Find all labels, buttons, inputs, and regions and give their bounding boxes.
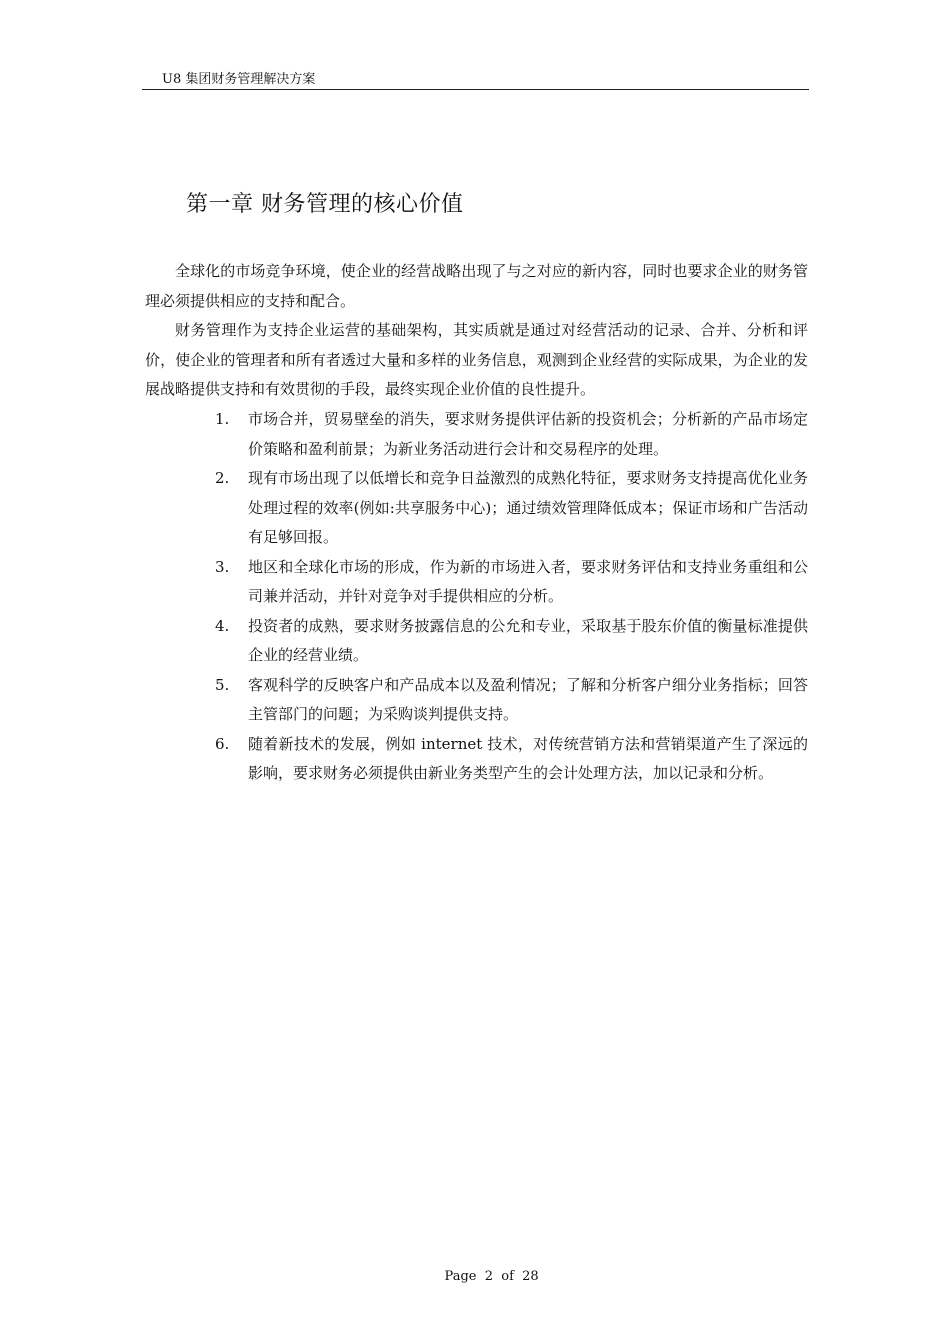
page-number: Page 2 of 28 — [444, 1269, 539, 1284]
list-item — [215, 612, 808, 671]
list-item-number: 2. — [215, 469, 230, 487]
list-item-number: 1. — [215, 410, 230, 428]
list-item — [215, 464, 808, 553]
list-item-text: 市场合并，贸易壁垒的消失，要求财务提供评估新的投资机会；分析新的产品市场定价策略和盈利前景；为新业务活动进行会计和交易程序的处理。 — [248, 410, 808, 458]
list-item-text: 随着新技术的发展，例如 internet 技术，对传统营销方法和营销渠道产生了深远的影响，要求财务必须提供由新业务类型产生的会计处理方法，加以记录和分析。 — [248, 734, 808, 782]
list-item — [215, 730, 808, 789]
list-item-text: 现有市场出现了以低增长和竞争日益激烈的成熟化特征，要求财务支持提高优化业务处理过程的效率(例如:共享服务中心)；通过绩效管理降低成本；保证市场和广告活动有足够回报。 — [248, 469, 808, 546]
list-item-text: 地区和全球化市场的形成，作为新的市场进入者，要求财务评估和支持业务重组和公司兼并活动，并针对竞争对手提供相应的分析。 — [248, 557, 808, 605]
list-item-text: 投资者的成熟，要求财务披露信息的公允和专业，采取基于股东价值的衡量标准提供企业的经营业绩。 — [248, 616, 808, 664]
header-title: U8 集团财务管理解决方案 — [162, 72, 316, 87]
list-item — [215, 671, 808, 730]
list-item — [215, 553, 808, 612]
list-item-text: 客观科学的反映客户和产品成本以及盈利情况；了解和分析客户细分业务指标；回答主管部门的问题；为采购谈判提供支持。 — [248, 675, 808, 723]
body-paragraph-2: 财务管理作为支持企业运营的基础架构，其实质就是通过对经营活动的记录、合并、分析和评价，使企业的管理者和所有者透过大量和多样的业务信息，观测到企业经营的实际成果，为企业的发展战略提供支持和有效贯彻的手段，最终实现企业价值的良性提升。 — [145, 321, 808, 398]
numbered-list — [215, 405, 808, 789]
chapter-title: 第一章 财务管理的核心价值 — [186, 192, 464, 217]
body-paragraph-1: 全球化的市场竞争环境，使企业的经营战略出现了与之对应的新内容，同时也要求企业的财务管理必须提供相应的支持和配合。 — [145, 262, 808, 310]
list-item-number: 5. — [215, 675, 230, 694]
page-footer — [0, 1250, 950, 1286]
list-item-number: 3. — [215, 557, 230, 576]
list-item — [215, 405, 808, 464]
list-item-number: 4. — [215, 616, 230, 635]
page-header — [142, 72, 809, 90]
list-item-number: 6. — [215, 734, 230, 753]
